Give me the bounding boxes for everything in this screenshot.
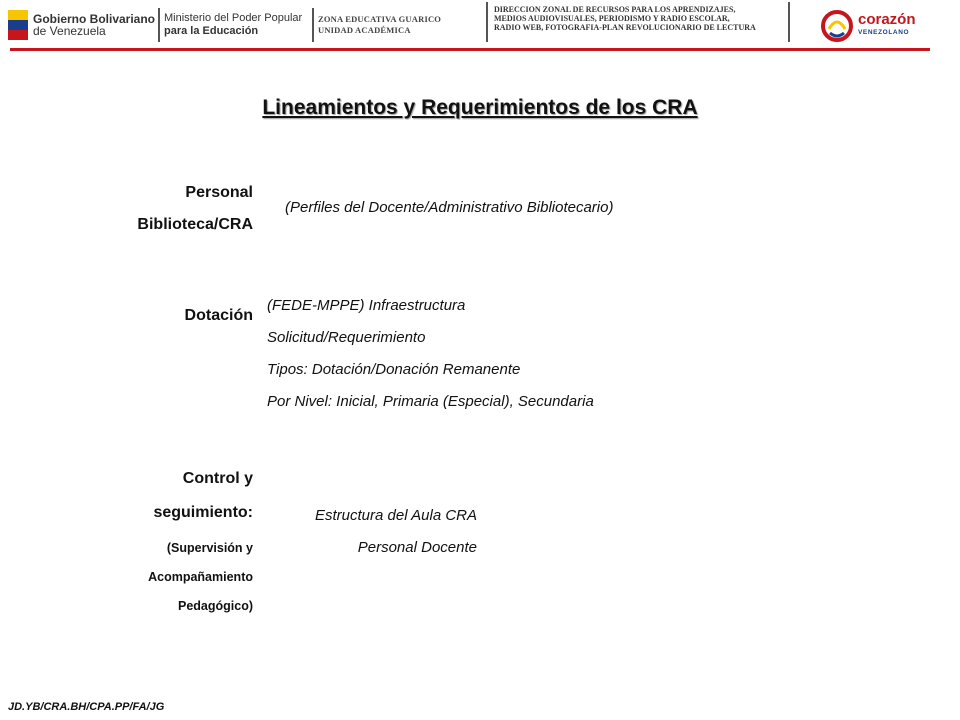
venezuela-flag-icon	[8, 10, 28, 40]
header-red-rule	[10, 48, 930, 51]
ministry-line2: para la Educación	[164, 25, 259, 37]
header-divider	[486, 2, 488, 42]
zona-line1: ZONA EDUCATIVA GUARICO	[318, 14, 442, 24]
label-sub-line3: Pedagógico)	[177, 599, 253, 613]
header-banner	[0, 0, 960, 52]
label-personal-line1: Personal	[185, 184, 253, 201]
heart-swirl-icon	[820, 9, 854, 43]
footer-code: JD.YB/CRA.BH/CPA.PP/FA/JG	[8, 701, 165, 713]
control-item: Estructura del Aula CRA	[314, 507, 477, 524]
zona-educativa	[318, 14, 441, 36]
corazon-word: corazón	[858, 11, 916, 28]
dotacion-list	[267, 290, 594, 418]
zona-line2: UNIDAD ACADÉMICA	[318, 25, 411, 35]
gobierno-line1: Gobierno Bolivariano	[33, 12, 156, 26]
corazon-venezolano-logo	[820, 8, 930, 44]
direccion-zonal	[494, 5, 784, 33]
label-sub-line2: Acompañamiento	[148, 570, 253, 584]
label-control-line2: seguimiento:	[153, 504, 253, 521]
gobierno-logo	[8, 8, 158, 42]
dotacion-item: Por Nivel: Inicial, Primaria (Especial), Secundaria	[267, 393, 594, 410]
direccion-line2: MEDIOS AUDIOVISUALES, PERIODISMO Y RADIO ESCOLAR,	[494, 14, 730, 24]
control-list	[200, 500, 477, 564]
direccion-line1: DIRECCION ZONAL DE RECURSOS PARA LOS APRENDIZAJES,	[494, 5, 736, 14]
header-divider	[158, 8, 160, 42]
label-personal	[53, 177, 253, 241]
control-item: Personal Docente	[357, 539, 477, 556]
dotacion-item: Solicitud/Requerimiento	[267, 329, 426, 346]
label-dotacion: Dotación	[184, 307, 253, 324]
direccion-line3: RADIO WEB, FOTOGRAFIA-PLAN REVOLUCIONARIO DE LECTURA	[494, 23, 756, 33]
ministry-name	[164, 12, 302, 38]
page-title: Lineamientos y Requerimientos de los CRA	[262, 96, 698, 119]
gobierno-line2: de Venezuela	[33, 24, 106, 38]
personal-item: (Perfiles del Docente/Administrativo Bibliotecario)	[285, 199, 614, 216]
dotacion-item: Tipos: Dotación/Donación Remanente	[267, 361, 521, 378]
label-control-line1: Control y	[182, 470, 253, 487]
dotacion-item: (FEDE-MPPE) Infraestructura	[267, 297, 466, 314]
label-sub-line1: (Supervisión y	[166, 541, 253, 555]
header-divider	[788, 2, 790, 42]
label-personal-line2: Biblioteca/CRA	[137, 216, 253, 233]
header-divider	[312, 8, 314, 42]
ministry-line1: Ministerio del Poder Popular	[164, 12, 303, 24]
corazon-sub: VENEZOLANO	[858, 29, 910, 36]
